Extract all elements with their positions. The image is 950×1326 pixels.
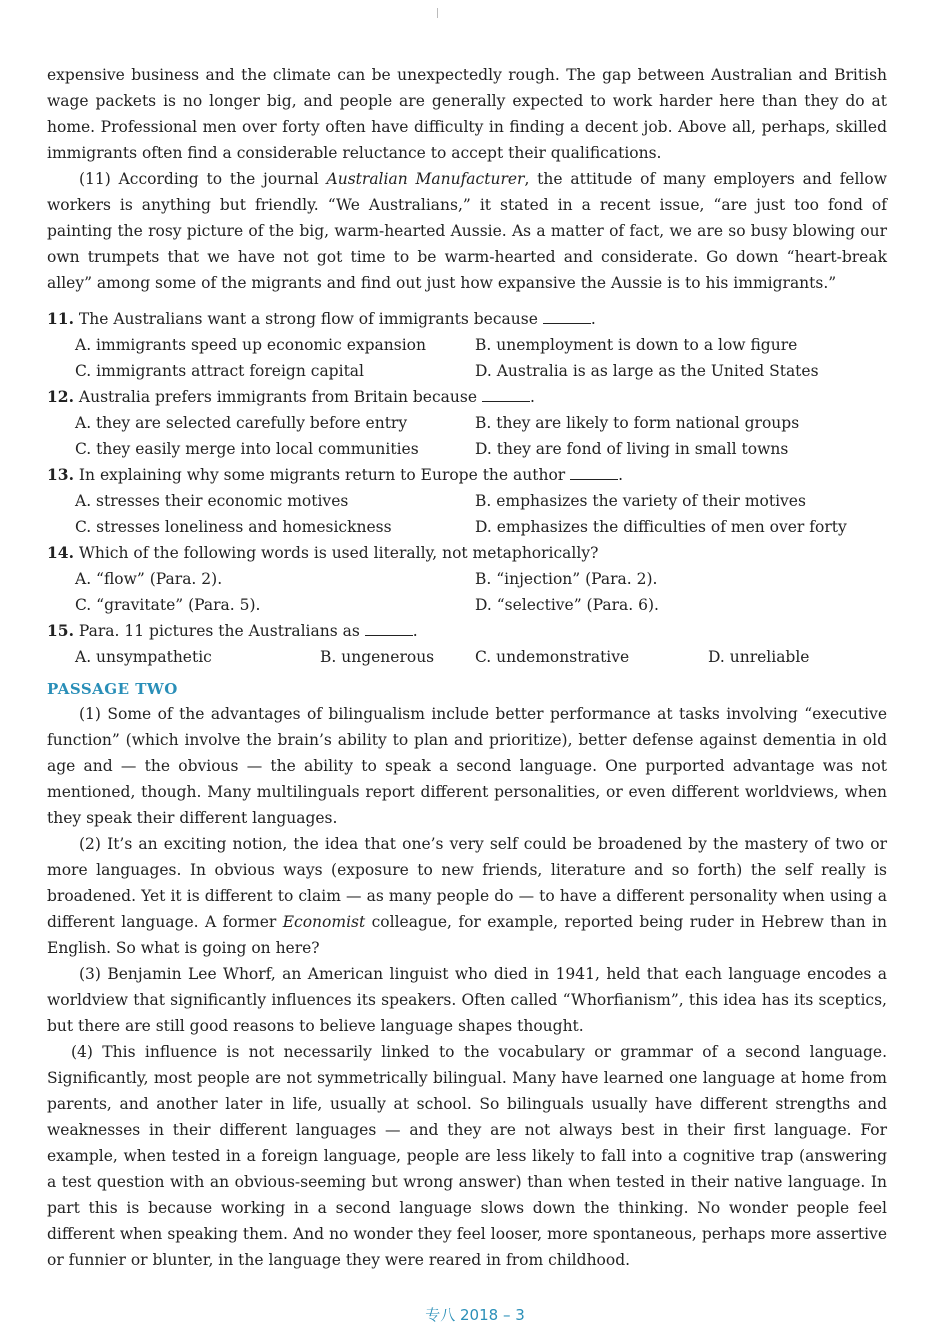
question-15: 15. Para. 11 pictures the Australians as . A. unsympathetic B. ungenerous C. undemonstrative D. unreliable: [47, 618, 887, 670]
page-footer: 专八 2018 – 3: [425, 1306, 525, 1324]
question-number: 14.: [47, 543, 74, 562]
option-b: B. unemployment is down to a low figure: [475, 336, 798, 354]
answer-blank: [570, 465, 618, 480]
question-number: 15.: [47, 621, 74, 640]
option-c: C. undemonstrative: [475, 648, 630, 666]
option-c: C. immigrants attract foreign capital: [75, 362, 364, 380]
option-b: B. “injection” (Para. 2).: [475, 570, 658, 588]
passage-two-para-3: (3) Benjamin Lee Whorf, an American linguist who died in 1941, held that each language encodes a worldview that significantly influences its speakers. Often called “Whorfianism”, this idea has its sceptics, but there are still good reasons to believe language shapes thought.: [47, 965, 887, 1035]
passage-two-para-4: (4) This influence is not necessarily linked to the vocabulary or grammar of a second language. Significantly, most people are not symmetrically bilingual. Many have learned one language at home from parents, and another later in life, usually at school. So bilinguals usually have different strengths and weaknesses in their different languages — and they are not always best in their first language. For example, when tested in a foreign language, people are less likely to fall into a cognitive trap (answering a test question with an obvious-seeming but wrong answer) than when tested in their native language. In part this is because working in a second language slows down the thinking. No wonder people feel different when speaking them. And no wonder they feel looser, more spontaneous, perhaps more assertive or funnier or blunter, in the language they were reared in from childhood.: [47, 1043, 887, 1269]
answer-blank: [482, 387, 530, 402]
option-b: B. ungenerous: [320, 648, 435, 666]
passage-two-para-1: (1) Some of the advantages of bilingualism include better performance at tasks involving “executive function” (which involve the brain’s ability to plan and prioritize), better defense against dementia in old age and — the obvious — the ability to speak a second language. One purported advantage was not mentioned, though. Many multilinguals report different personalities, or even different worldviews, when they speak their different languages.: [47, 705, 887, 827]
option-d: D. Australia is as large as the United States: [475, 362, 819, 380]
option-c: C. they easily merge into local communities: [75, 440, 419, 458]
passage-one-para-10-continued: expensive business and the climate can be unexpectedly rough. The gap between Australian and British wage packets is no longer big, and people are generally expected to work harder here than they do at home. Professional men over forty often have difficulty in finding a decent job. Above all, perhaps, skilled immigrants often find a considerable reluctance to accept their qualifications.: [47, 66, 887, 162]
question-stem: In explaining why some migrants return to Europe the author: [78, 466, 566, 484]
question-stem: Para. 11 pictures the Australians as: [78, 622, 360, 640]
option-a: A. unsympathetic: [75, 648, 212, 666]
question-11: 11. The Australians want a strong flow of immigrants because . A. immigrants speed up economic expansion B. unemployment is down to a low figure C. immigrants attract foreign capital D. Australia is as large as the United States: [47, 306, 887, 384]
question-13: 13. In explaining why some migrants return to Europe the author . A. stresses their economic motives B. emphasizes the variety of their motives C. stresses loneliness and homesickness D. emphasizes the difficulties of men over forty: [47, 462, 887, 540]
journal-title: Australian Manufacturer: [326, 170, 525, 188]
question-stem: Australia prefers immigrants from Britain because: [78, 388, 478, 406]
option-c: C. stresses loneliness and homesickness: [75, 518, 392, 536]
question-stem: The Australians want a strong flow of immigrants because: [78, 310, 538, 328]
passage-two-heading: PASSAGE TWO: [47, 680, 178, 698]
passage-two-para-2: (2) It’s an exciting notion, the idea that one’s very self could be broadened by the mastery of two or more languages. In obvious ways (exposure to new friends, literature and so forth) the self really is broadened. Yet it is different to claim — as many people do — to have a different personality when using a different language. A former Economist colleague, for example, reported being ruder in Hebrew than in English. So what is going on here?: [47, 835, 887, 957]
option-d: D. “selective” (Para. 6).: [475, 596, 659, 614]
option-c: C. “gravitate” (Para. 5).: [75, 596, 261, 614]
passage-one-para-11: (11) According to the journal Australian Manufacturer, the attitude of many employers and fellow workers is anything but friendly. “We Australians,” it stated in a recent issue, “are just too fond of painting the rosy picture of the big, warm-hearted Aussie. As a matter of fact, we are so busy blowing our own trumpets that we have not got time to be warm-hearted and considerate. Go down “heart-break alley” among some of the migrants and find out just how expansive the Aussie is to his immigrants.”: [47, 170, 887, 292]
option-d: D. emphasizes the difficulties of men over forty: [475, 518, 847, 536]
answer-blank: [543, 309, 591, 324]
question-number: 12.: [47, 387, 74, 406]
question-number: 13.: [47, 465, 74, 484]
option-a: A. “flow” (Para. 2).: [75, 570, 223, 588]
question-number: 11.: [47, 309, 74, 328]
option-b: B. they are likely to form national groups: [475, 414, 800, 432]
question-14: [47, 540, 887, 618]
option-d: D. unreliable: [708, 648, 810, 666]
option-a: A. stresses their economic motives: [75, 492, 349, 510]
top-crop-mark: [437, 8, 438, 18]
option-a: A. immigrants speed up economic expansion: [75, 336, 426, 354]
option-b: B. emphasizes the variety of their motives: [475, 492, 806, 510]
question-12: 12. Australia prefers immigrants from Britain because . A. they are selected carefully before entry B. they are likely to form national groups C. they easily merge into local communities D. they are fond of living in small towns: [47, 384, 887, 462]
magazine-title: Economist: [282, 913, 366, 931]
answer-blank: [365, 621, 413, 636]
exam-page: [47, 62, 887, 1273]
option-a: A. they are selected carefully before entry: [75, 414, 408, 432]
question-stem: Which of the following words is used literally, not metaphorically?: [78, 544, 599, 562]
option-d: D. they are fond of living in small towns: [475, 440, 789, 458]
